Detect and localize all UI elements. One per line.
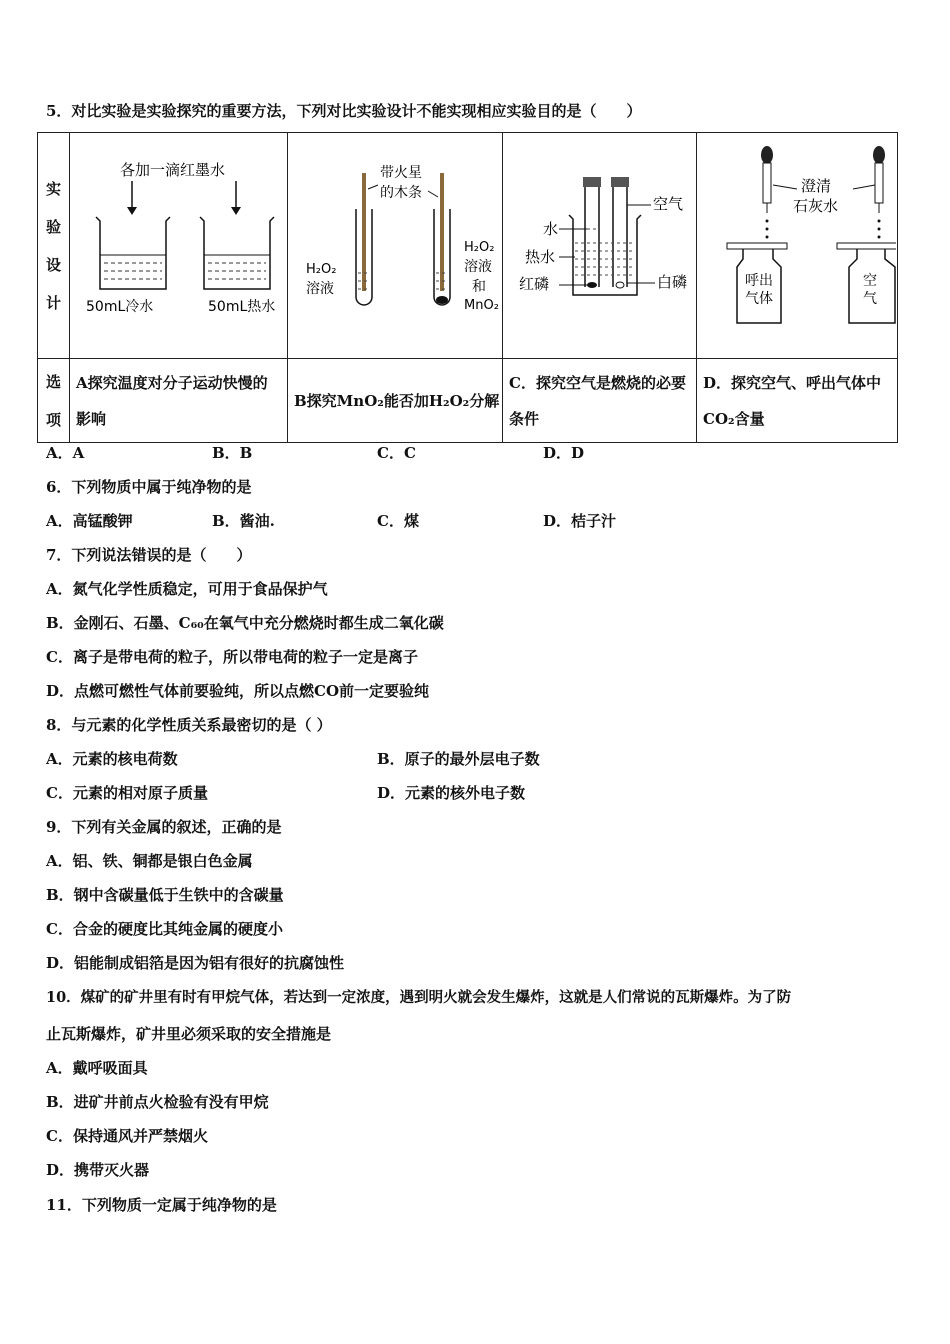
left-test-tube xyxy=(356,173,372,305)
q7-option-a[interactable]: A．氮气化学性质稳定，可用于食品保护气 xyxy=(46,580,328,598)
q6-option-d[interactable]: D．桔子汁 xyxy=(543,512,617,530)
label-char: 设 xyxy=(45,255,61,274)
q6-option-b[interactable]: B．酱油. xyxy=(212,512,275,530)
q5-option-a[interactable]: A．A xyxy=(46,444,85,462)
q5-option-b[interactable]: B．B xyxy=(212,444,253,462)
q7-option-d[interactable]: D．点燃可燃性气体前要验纯，所以点燃CO前一定要验纯 xyxy=(46,682,430,700)
label-char: 实 xyxy=(45,179,61,198)
q8-stem: 8．与元素的化学性质关系最密切的是（ ） xyxy=(46,716,332,734)
hot-water-beaker xyxy=(200,217,274,289)
row-option-label xyxy=(38,359,70,443)
right-dropper xyxy=(873,146,885,239)
option-cell-d: D．探究空气、呼出气体中CO₂含量 xyxy=(697,359,898,443)
fig-c-white-phosphorus: 白磷 xyxy=(657,273,688,291)
q7-option-b[interactable]: B．金刚石、石墨、C₆₀在氧气中充分燃烧时都生成二氧化碳 xyxy=(46,614,444,632)
q8-option-a[interactable]: A．元素的核电荷数 xyxy=(46,750,178,768)
fig-d-exhaled2: 气体 xyxy=(745,291,773,307)
test-tube-figure xyxy=(288,133,501,354)
fig-d-air2: 气 xyxy=(863,291,877,307)
q8-option-c[interactable]: C．元素的相对原子质量 xyxy=(46,784,208,802)
fig-c-water: 水 xyxy=(543,220,559,238)
fig-d-exhaled1: 呼出 xyxy=(745,273,773,289)
q8-option-d[interactable]: D．元素的核外电子数 xyxy=(377,784,526,802)
cold-water-beaker xyxy=(96,217,170,289)
figure-a-cell xyxy=(70,133,288,359)
option-cell-b: B探究MnO₂能否加H₂O₂分解 xyxy=(288,359,503,443)
right-test-tube xyxy=(434,173,450,305)
cold-water-label: 50mL冷水 xyxy=(86,299,154,315)
fig-b-top1: 带火星 xyxy=(380,165,422,181)
q10-stem-line2: 止瓦斯爆炸，矿井里必须采取的安全措施是 xyxy=(46,1025,332,1043)
option-cell-a: A探究温度对分子运动快慢的影响 xyxy=(70,359,288,443)
q8-option-b[interactable]: B．原子的最外层电子数 xyxy=(377,750,540,768)
label-char: 计 xyxy=(45,293,61,312)
fig-b-left1: H₂O₂ xyxy=(306,262,337,277)
hot-water-label: 50mL热水 xyxy=(208,299,276,315)
fig-b-right1: H₂O₂ xyxy=(464,240,495,255)
option-cell-c: C．探究空气是燃烧的必要条件 xyxy=(503,359,697,443)
fig-d-top2: 石灰水 xyxy=(793,197,839,215)
figure-c-cell xyxy=(503,133,697,359)
fig-c-hot-water: 热水 xyxy=(525,248,556,266)
q9-stem: 9．下列有关金属的叙述，正确的是 xyxy=(46,818,282,836)
q9-option-b[interactable]: B．钢中含碳量低于生铁中的含碳量 xyxy=(46,886,284,904)
q10-option-c[interactable]: C．保持通风并严禁烟火 xyxy=(46,1127,208,1145)
label-char: 验 xyxy=(45,217,61,236)
fig-a-top-label: 各加一滴红墨水 xyxy=(120,161,226,179)
q9-option-a[interactable]: A．铝、铁、铜都是银白色金属 xyxy=(46,852,253,870)
fig-b-top2: 的木条 xyxy=(380,185,422,201)
row-design-label xyxy=(38,133,70,359)
q5-stem: 5．对比实验是实验探究的重要方法，下列对比实验设计不能实现相应实验目的是（ ） xyxy=(46,102,642,120)
q7-stem: 7．下列说法错误的是（ ） xyxy=(46,546,252,564)
figure-d-cell xyxy=(697,133,898,359)
q10-option-d[interactable]: D．携带灭火器 xyxy=(46,1161,150,1179)
fig-b-right4: MnO₂ xyxy=(464,298,499,313)
fig-b-left2: 溶液 xyxy=(306,281,334,297)
fig-d-air1: 空 xyxy=(863,273,877,289)
bottle-figure xyxy=(697,133,896,354)
fig-b-right3: 和 xyxy=(472,279,486,295)
q5-table xyxy=(37,132,898,443)
phosphorus-figure xyxy=(503,133,695,354)
q5-option-d[interactable]: D．D xyxy=(543,444,585,462)
q6-option-c[interactable]: C．煤 xyxy=(377,512,419,530)
label-char: 项 xyxy=(45,410,61,429)
q6-option-a[interactable]: A．高锰酸钾 xyxy=(46,512,133,530)
label-char: 选 xyxy=(45,372,61,391)
fig-c-air: 空气 xyxy=(653,195,684,213)
q9-option-d[interactable]: D．铝能制成铝箔是因为铝有很好的抗腐蚀性 xyxy=(46,954,345,972)
air-bottle xyxy=(837,243,896,323)
q6-stem: 6．下列物质中属于纯净物的是 xyxy=(46,478,252,496)
left-dropper xyxy=(761,146,773,239)
q5-option-c[interactable]: C．C xyxy=(377,444,416,462)
q7-option-c[interactable]: C．离子是带电荷的粒子，所以带电荷的粒子一定是离子 xyxy=(46,648,418,666)
q11-stem: 11．下列物质一定属于纯净物的是 xyxy=(46,1196,277,1214)
figure-b-cell xyxy=(288,133,503,359)
fig-c-red-phosphorus: 红磷 xyxy=(519,275,550,293)
q10-option-a[interactable]: A．戴呼吸面具 xyxy=(46,1059,148,1077)
q10-option-b[interactable]: B．进矿井前点火检验有没有甲烷 xyxy=(46,1093,269,1111)
q10-stem-line1: 10．煤矿的矿井里有时有甲烷气体，若达到一定浓度，遇到明火就会发生爆炸，这就是人们常说的瓦斯爆炸。为了防 xyxy=(46,989,792,1006)
beaker-figure xyxy=(70,133,286,354)
fig-b-right2: 溶液 xyxy=(464,259,492,275)
fig-d-top1: 澄清 xyxy=(801,177,832,195)
q9-option-c[interactable]: C．合金的硬度比其纯金属的硬度小 xyxy=(46,920,283,938)
exhaled-gas-bottle xyxy=(727,243,787,323)
